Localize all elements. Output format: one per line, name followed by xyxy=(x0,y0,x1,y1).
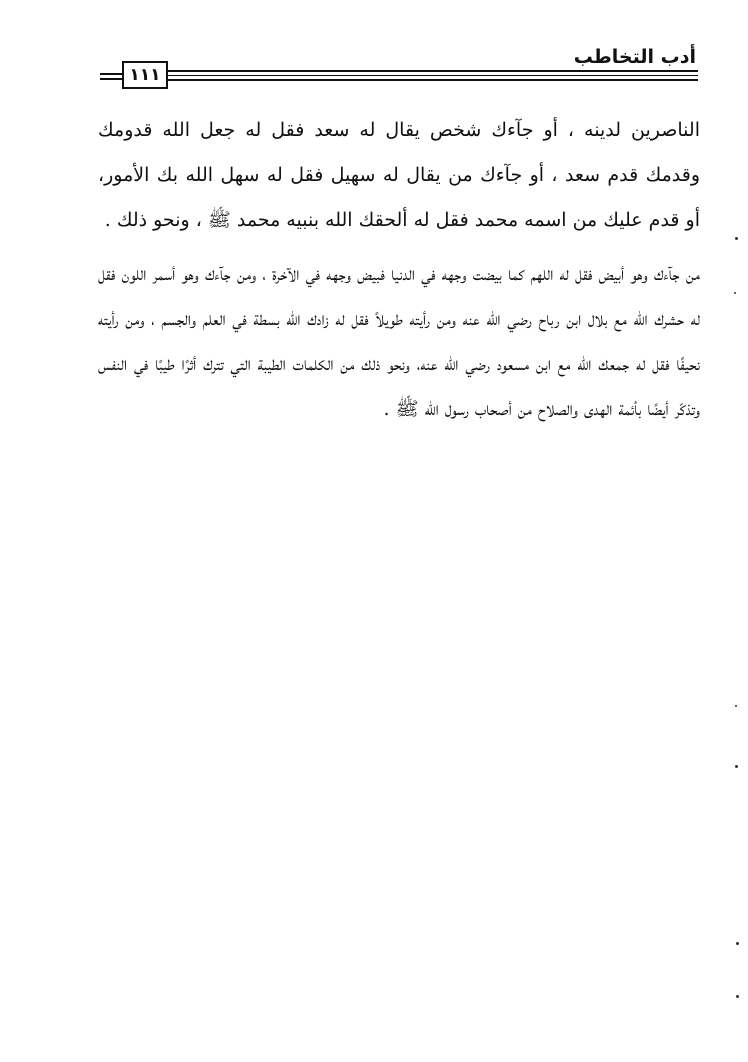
scan-speck xyxy=(736,995,739,998)
header-rule xyxy=(100,73,122,75)
scan-speck xyxy=(736,942,739,945)
scan-speck xyxy=(735,237,738,240)
scan-speck xyxy=(735,765,738,768)
page-number: ١١١ xyxy=(122,61,168,89)
running-header-title: أدب التخاطب xyxy=(573,46,696,68)
paragraph: الناصرين لدينه ، أو جآءك شخص يقال له سعد فقل له جعل الله قدومك وقدمك قدم سعد ، أو جآءك من يقال له سهيل فقل له سهل الله بك الأمور، أو قدم عليك من اسمه محمد فقل له ألحقك الله بنبيه محمد ﷺ ، ونحو ذلك . xyxy=(98,119,700,231)
scan-speck xyxy=(735,705,737,707)
header-rule xyxy=(100,78,122,80)
scan-speck xyxy=(734,292,736,294)
paragraph: من جآءك وهو أبيض فقل له اللهم كما بيضت وجهه في الدنيا فبيض وجهه في الآخرة ، ومن جآءك وهو أسمر اللون فقل له حشرك الله مع بلال ابن رباح رضي الله عنه ومن رأيته طويلاً فقل له زادك الله بسطة في العلم والجسم ، ومن رأيته نحيفًا فقل له جمعك الله مع ابن مسعود رضي الله عنه، ونحو ذلك من الكلمات الطيبة التي تترك أثرًا طيبًا في النفس وتذكّر أيضًا بأئمة الهدى والصلاح من أصحاب رسول الله ﷺ . xyxy=(98,263,700,420)
body-text xyxy=(98,108,700,432)
header-rule xyxy=(168,70,698,72)
header-rule xyxy=(168,79,698,81)
header-rule xyxy=(168,75,698,76)
